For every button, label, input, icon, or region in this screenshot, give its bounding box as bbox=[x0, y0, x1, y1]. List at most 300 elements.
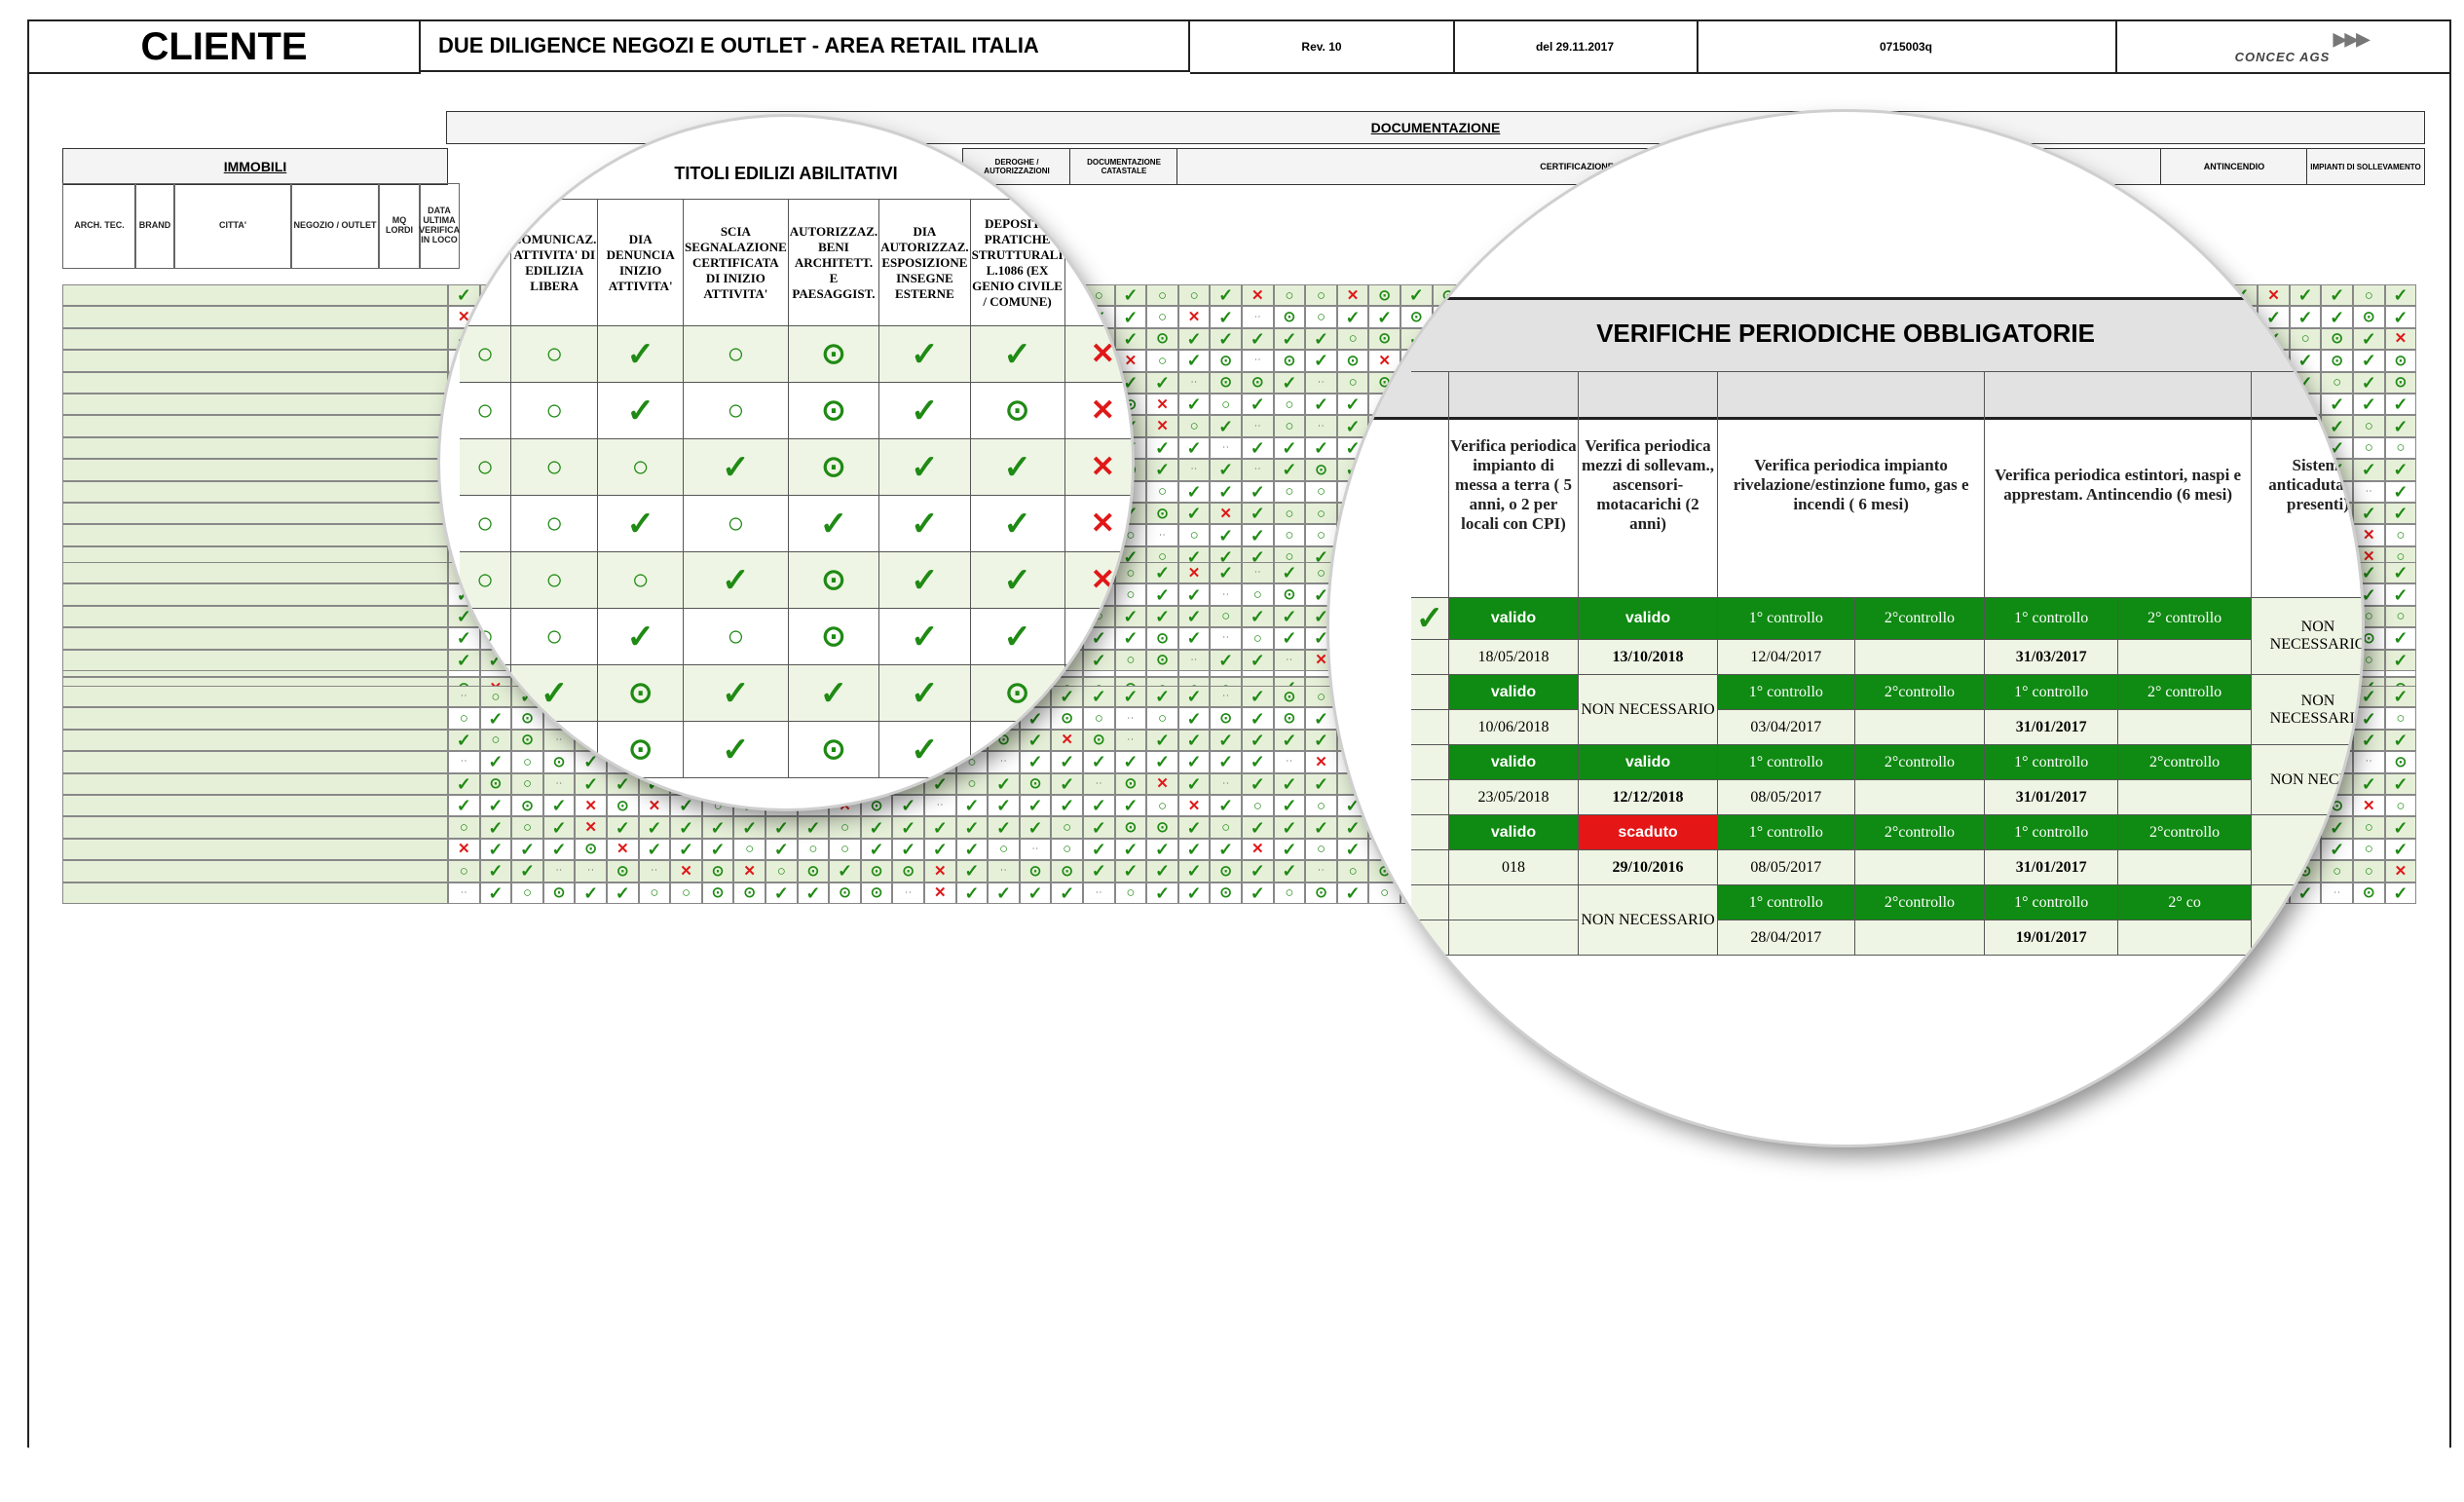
grid-cell bbox=[1146, 795, 1178, 816]
verifiche-edge-cell bbox=[1411, 780, 1449, 815]
cross-icon: ✕ bbox=[1315, 753, 1327, 770]
anticaduta-status: NON NECESSARIO bbox=[2252, 675, 2363, 745]
grid-cell bbox=[2385, 306, 2417, 327]
check-icon: ✓ bbox=[2330, 437, 2345, 458]
check-icon: ✓ bbox=[805, 817, 821, 838]
titoli-cell bbox=[1064, 383, 1132, 439]
grid-cell bbox=[1146, 437, 1178, 459]
check-icon: ✓ bbox=[1154, 687, 1171, 707]
grid-cell bbox=[1305, 707, 1337, 729]
cross-icon: ✕ bbox=[1156, 418, 1169, 435]
target-icon: ⊙ bbox=[1156, 505, 1169, 522]
titoli-cell bbox=[1064, 722, 1132, 778]
check-icon: ✓ bbox=[964, 839, 980, 859]
check-icon: ✓ bbox=[1154, 839, 1171, 859]
grid-cell bbox=[1178, 481, 1211, 503]
grid-cell bbox=[924, 882, 956, 904]
check-icon: ✓ bbox=[1313, 328, 1329, 349]
check-icon: ✓ bbox=[819, 674, 848, 712]
grid-cell bbox=[956, 882, 989, 904]
check-icon: ✓ bbox=[1186, 606, 1202, 626]
check-icon: ✓ bbox=[2393, 687, 2408, 707]
target-icon: ⊙ bbox=[1283, 710, 1296, 728]
row-info-cell bbox=[62, 882, 448, 904]
grid-cell bbox=[2385, 795, 2417, 816]
target-icon: ⊙ bbox=[1219, 374, 1232, 392]
tiny-note-icon: · · bbox=[1254, 314, 1261, 320]
titoli-cell bbox=[1064, 552, 1132, 609]
check-icon: ✓ bbox=[837, 861, 853, 882]
target-icon: ⊙ bbox=[711, 862, 725, 880]
row-info-cell bbox=[62, 773, 448, 795]
grid-cell bbox=[1242, 459, 1274, 480]
grid-cell bbox=[1178, 583, 1211, 605]
circle-icon: ○ bbox=[1316, 483, 1326, 501]
grid-cell bbox=[1337, 816, 1369, 838]
check-icon: ✓ bbox=[1282, 606, 1297, 626]
check-icon: ✓ bbox=[1154, 861, 1171, 882]
col-mq-lordi: MQ LORDI bbox=[378, 183, 421, 269]
titoli-cell bbox=[970, 439, 1064, 496]
grid-cell bbox=[575, 839, 607, 860]
tiny-note-icon: · · bbox=[1254, 570, 1261, 577]
titoli-cell bbox=[970, 609, 1064, 665]
grid-cell bbox=[1083, 860, 1115, 882]
rivelazione-empty bbox=[1854, 780, 1985, 815]
grid-cell bbox=[1274, 707, 1306, 729]
grid-cell bbox=[1242, 686, 1274, 707]
check-icon: ✓ bbox=[1313, 817, 1329, 838]
target-icon: ⊙ bbox=[1061, 862, 1073, 880]
check-icon: ✓ bbox=[2393, 650, 2408, 670]
grid-cell bbox=[1274, 306, 1306, 327]
cross-icon: ✕ bbox=[1315, 652, 1327, 669]
grid-cell bbox=[1337, 839, 1369, 860]
titoli-cell bbox=[970, 496, 1064, 552]
check-icon: ✓ bbox=[615, 882, 630, 903]
grid-cell bbox=[1274, 795, 1306, 816]
check-icon: ✓ bbox=[1027, 817, 1043, 838]
titoli-cell bbox=[788, 722, 878, 778]
col-arch-tec: ARCH. TEC. bbox=[62, 183, 136, 269]
tiny-note-icon: · · bbox=[1318, 423, 1325, 430]
target-icon: ⊙ bbox=[1124, 775, 1138, 793]
check-icon: ✓ bbox=[1060, 796, 1075, 816]
verifiche-edge-cell bbox=[1411, 640, 1449, 675]
row-info-cell bbox=[62, 839, 448, 860]
tiny-note-icon: · · bbox=[1159, 532, 1166, 539]
titoli-cell bbox=[1064, 496, 1132, 552]
col-negozio: NEGOZIO / OUTLET bbox=[290, 183, 380, 269]
titoli-cell bbox=[970, 665, 1064, 722]
check-icon: ✓ bbox=[2393, 882, 2408, 903]
grid-cell bbox=[1210, 328, 1242, 350]
grid-cell bbox=[1210, 372, 1242, 394]
check-icon: ✓ bbox=[1313, 351, 1329, 371]
grid-cell bbox=[1210, 284, 1242, 306]
grid-cell bbox=[2385, 707, 2417, 729]
check-icon: ✓ bbox=[2361, 372, 2376, 393]
check-icon: ✓ bbox=[710, 839, 726, 859]
grid-cell bbox=[575, 816, 607, 838]
cross-icon: ✕ bbox=[2394, 330, 2408, 348]
row-info-cell bbox=[62, 730, 448, 751]
grid-cell bbox=[607, 795, 639, 816]
check-icon: ✓ bbox=[583, 773, 599, 794]
titoli-cell bbox=[788, 609, 878, 665]
grid-cell bbox=[1337, 882, 1369, 904]
check-icon: ✓ bbox=[1091, 796, 1106, 816]
check-icon: ✓ bbox=[1027, 796, 1043, 816]
grid-cell bbox=[861, 882, 893, 904]
grid-cell bbox=[1274, 503, 1306, 524]
check-icon: ✓ bbox=[647, 773, 662, 794]
circle-icon: ○ bbox=[1157, 352, 1168, 369]
rivelazione-empty bbox=[1854, 920, 1985, 956]
grid-cell bbox=[1242, 284, 1274, 306]
grid-cell bbox=[1178, 773, 1211, 795]
titoli-cell bbox=[1064, 609, 1132, 665]
target-icon: ⊙ bbox=[616, 862, 629, 880]
grid-cell bbox=[1178, 751, 1211, 772]
circle-icon: ○ bbox=[1316, 797, 1326, 814]
row-info-cell bbox=[62, 562, 448, 583]
verifiche-edge-cell bbox=[1411, 815, 1449, 850]
circle-icon: ○ bbox=[1221, 608, 1231, 625]
estintori-empty bbox=[2118, 850, 2252, 885]
titoli-cell bbox=[788, 326, 878, 383]
grid-cell bbox=[1178, 372, 1211, 394]
grid-cell bbox=[1210, 773, 1242, 795]
check-icon: ✓ bbox=[1313, 628, 1329, 649]
check-icon: ✓ bbox=[1186, 773, 1202, 794]
check-icon: ✓ bbox=[911, 618, 939, 656]
grid-cell bbox=[1210, 394, 1242, 415]
grid-cell bbox=[1146, 328, 1178, 350]
check-icon: ✓ bbox=[1218, 328, 1234, 349]
check-icon: ✓ bbox=[1313, 394, 1329, 415]
cross-icon: ✕ bbox=[458, 841, 470, 858]
check-icon: ✓ bbox=[1218, 285, 1234, 306]
check-icon: ✓ bbox=[722, 674, 750, 712]
estintori-first-check: 1° controllo bbox=[1985, 675, 2118, 710]
tiny-note-icon: · · bbox=[1318, 379, 1325, 386]
tiny-note-icon: · · bbox=[2366, 759, 2372, 766]
immobili-header: IMMOBILI bbox=[62, 148, 448, 185]
grid-cell bbox=[829, 860, 861, 882]
titoli-cell bbox=[879, 383, 970, 439]
check-icon: ✓ bbox=[678, 839, 694, 859]
titoli-col-deposito: DEPOSITO PRATICHE STRUTTURALI L.1086 (EX GENIO CIVILE / COMUNE) bbox=[970, 200, 1064, 326]
check-icon: ✓ bbox=[1154, 882, 1171, 903]
row-info-cell bbox=[62, 627, 448, 649]
check-icon: ✓ bbox=[551, 817, 567, 838]
titoli-cell bbox=[788, 665, 878, 722]
grid-cell bbox=[1274, 606, 1306, 627]
grid-cell bbox=[639, 860, 671, 882]
check-icon: ✓ bbox=[2393, 773, 2408, 794]
estintori-date: 31/01/2017 bbox=[1985, 710, 2118, 745]
check-icon: ✓ bbox=[488, 796, 504, 816]
check-icon: ✓ bbox=[964, 882, 980, 903]
row-info-cell bbox=[62, 816, 448, 838]
target-icon: ⊙ bbox=[1156, 819, 1169, 837]
circle-icon: ○ bbox=[1221, 395, 1231, 413]
logo-text: CONCEC AGS bbox=[2234, 50, 2331, 64]
titoli-cell bbox=[684, 665, 789, 722]
grid-cell bbox=[798, 860, 830, 882]
cross-icon: ✕ bbox=[1090, 394, 1115, 427]
grid-cell bbox=[861, 860, 893, 882]
grid-cell bbox=[1178, 459, 1211, 480]
verifiche-date-row bbox=[1411, 920, 2362, 956]
check-icon: ✓ bbox=[2361, 584, 2376, 605]
magnifier-titoli-edilizi bbox=[440, 117, 1132, 808]
grid-cell bbox=[988, 839, 1020, 860]
target-icon: ⊙ bbox=[1283, 352, 1296, 369]
check-icon: ✓ bbox=[2393, 504, 2408, 524]
circle-icon: ○ bbox=[745, 841, 755, 858]
check-icon: ✓ bbox=[488, 861, 504, 882]
grid-cell bbox=[956, 860, 989, 882]
check-icon: ✓ bbox=[2393, 730, 2408, 750]
grid-cell bbox=[2385, 686, 2417, 707]
check-icon: ✓ bbox=[964, 796, 980, 816]
titoli-row bbox=[460, 439, 1132, 496]
check-icon: ✓ bbox=[1345, 460, 1361, 480]
estintori-date: 31/01/2017 bbox=[1985, 850, 2118, 885]
grid-cell bbox=[1305, 773, 1337, 795]
check-icon: ✓ bbox=[2297, 285, 2313, 306]
check-icon: ✓ bbox=[2393, 394, 2408, 415]
messa-terra-date: 23/05/2018 bbox=[1449, 780, 1579, 815]
grid-cell bbox=[1210, 816, 1242, 838]
check-icon: ✓ bbox=[1218, 307, 1234, 327]
grid-cell bbox=[1242, 839, 1274, 860]
circle-icon: ○ bbox=[776, 862, 786, 880]
target-icon: ⊙ bbox=[821, 564, 846, 596]
check-icon: ✓ bbox=[1091, 839, 1106, 859]
circle-icon: ○ bbox=[522, 775, 533, 793]
check-icon: ✓ bbox=[583, 882, 599, 903]
verifiche-edge-cell bbox=[1411, 598, 1449, 640]
cross-icon: ✕ bbox=[584, 819, 597, 837]
grid-cell bbox=[1178, 437, 1211, 459]
check-icon: ✓ bbox=[1282, 773, 1297, 794]
grid-cell bbox=[1178, 350, 1211, 371]
target-icon: ⊙ bbox=[821, 394, 846, 427]
grid-cell bbox=[2385, 751, 2417, 772]
circle-icon: ○ bbox=[545, 507, 564, 540]
titoli-cell bbox=[511, 665, 598, 722]
grid-cell bbox=[1146, 372, 1178, 394]
grid-cell bbox=[1146, 730, 1178, 751]
grid-cell bbox=[448, 795, 480, 816]
check-icon: ✓ bbox=[1218, 525, 1234, 545]
titoli-cell bbox=[511, 609, 598, 665]
circle-icon: ○ bbox=[1285, 505, 1294, 522]
check-icon: ✓ bbox=[2361, 328, 2376, 349]
check-icon: ✓ bbox=[1218, 460, 1234, 480]
grid-cell bbox=[2385, 350, 2417, 371]
grid-cell bbox=[639, 816, 671, 838]
grid-cell bbox=[2385, 372, 2417, 394]
grid-cell bbox=[702, 882, 734, 904]
check-icon: ✓ bbox=[911, 731, 939, 769]
target-icon: ⊙ bbox=[1315, 884, 1327, 902]
grid-cell bbox=[1146, 562, 1178, 583]
grid-cell bbox=[924, 839, 956, 860]
check-icon: ✓ bbox=[488, 839, 504, 859]
grid-cell bbox=[2385, 730, 2417, 751]
circle-icon: ○ bbox=[459, 862, 468, 880]
row-info-cell bbox=[62, 350, 448, 371]
tiny-note-icon: · · bbox=[1287, 657, 1292, 663]
check-icon: ✓ bbox=[1282, 372, 1297, 393]
grid-cell bbox=[892, 860, 924, 882]
titoli-cell bbox=[970, 552, 1064, 609]
grid-cell bbox=[1210, 882, 1242, 904]
grid-cell bbox=[480, 882, 512, 904]
grid-cell bbox=[1305, 882, 1337, 904]
grid-cell bbox=[480, 816, 512, 838]
titoli-cell bbox=[684, 439, 789, 496]
sollevamento-status: NON NECESSARIO bbox=[1579, 675, 1718, 745]
rivelazione-second-check: 2°controllo bbox=[1854, 885, 1985, 920]
circle-icon: ○ bbox=[1285, 418, 1294, 435]
check-icon: ✓ bbox=[911, 561, 939, 599]
grid-cell bbox=[543, 795, 576, 816]
row-info-cell bbox=[62, 415, 448, 436]
circle-icon: ○ bbox=[475, 394, 495, 427]
estintori-first-check: 1° controllo bbox=[1985, 885, 2118, 920]
check-icon: ✓ bbox=[1313, 546, 1329, 567]
titoli-cell bbox=[460, 665, 511, 722]
circle-icon: ○ bbox=[967, 775, 977, 793]
check-icon: ✓ bbox=[1186, 839, 1202, 859]
check-icon: ✓ bbox=[819, 505, 848, 543]
tiny-note-icon: · · bbox=[1287, 759, 1292, 766]
grid-cell bbox=[1274, 284, 1306, 306]
titoli-col-scia: SCIA SEGNALAZIONE CERTIFICATA DI INIZIO ATTIVITA' bbox=[684, 200, 789, 326]
cross-icon: ✕ bbox=[1156, 775, 1169, 793]
verifiche-col-edge bbox=[1411, 372, 1449, 598]
grid-cell bbox=[543, 860, 576, 882]
cross-icon: ✕ bbox=[1156, 395, 1169, 413]
grid-cell bbox=[607, 839, 639, 860]
row-info-cell bbox=[62, 372, 448, 394]
check-icon: ✓ bbox=[456, 773, 471, 794]
rivelazione-second-check: 2°controllo bbox=[1854, 598, 1985, 640]
circle-icon: ○ bbox=[1157, 548, 1168, 566]
rivelazione-first-check: 1° controllo bbox=[1718, 885, 1855, 920]
target-icon: ⊙ bbox=[821, 620, 846, 653]
circle-icon: ○ bbox=[1316, 286, 1326, 304]
check-icon: ✓ bbox=[1091, 817, 1106, 838]
grid-cell bbox=[639, 882, 671, 904]
check-icon: ✓ bbox=[1154, 730, 1171, 750]
target-icon: ⊙ bbox=[2363, 629, 2375, 647]
grid-cell bbox=[733, 816, 765, 838]
grid-cell bbox=[1146, 707, 1178, 729]
check-icon: ✓ bbox=[1218, 563, 1234, 583]
grid-cell bbox=[1242, 306, 1274, 327]
check-icon: ✓ bbox=[722, 448, 750, 486]
check-icon: ✓ bbox=[911, 674, 939, 712]
titoli-col-dia: DIA DENUNCIA INIZIO ATTIVITA' bbox=[598, 200, 684, 326]
tiny-note-icon: · · bbox=[1318, 868, 1325, 875]
target-icon: ⊙ bbox=[902, 862, 915, 880]
cross-icon: ✕ bbox=[1219, 505, 1232, 522]
grid-cell bbox=[670, 882, 702, 904]
circle-icon: ○ bbox=[808, 841, 818, 858]
grid-cell bbox=[1242, 627, 1274, 649]
cross-icon: ✕ bbox=[934, 884, 947, 902]
tiny-note-icon: · · bbox=[1222, 444, 1229, 451]
document-title: DUE DILIGENCE NEGOZI E OUTLET - AREA RETAIL ITALIA bbox=[419, 21, 1190, 72]
check-icon: ✓ bbox=[1250, 773, 1265, 794]
check-icon: ✓ bbox=[1060, 882, 1075, 903]
grid-cell bbox=[1178, 860, 1211, 882]
grid-cell bbox=[1242, 751, 1274, 772]
company-logo bbox=[2115, 21, 2449, 74]
target-icon: ⊙ bbox=[628, 733, 653, 766]
target-icon: ⊙ bbox=[616, 797, 629, 814]
verifiche-date-row bbox=[1411, 850, 2362, 885]
rivelazione-date: 08/05/2017 bbox=[1718, 780, 1855, 815]
grid-cell bbox=[1210, 795, 1242, 816]
circle-icon: ○ bbox=[2364, 608, 2373, 625]
titoli-row bbox=[460, 609, 1132, 665]
titoli-cell bbox=[879, 665, 970, 722]
grid-cell bbox=[1178, 503, 1211, 524]
estintori-empty bbox=[2118, 920, 2252, 956]
catastale-header: DOCUMENTAZIONE CATASTALE bbox=[1069, 148, 1178, 185]
grid-cell bbox=[1242, 394, 1274, 415]
check-icon: ✓ bbox=[2393, 416, 2408, 436]
check-icon: ✓ bbox=[1218, 752, 1234, 772]
target-icon: ⊙ bbox=[821, 733, 846, 766]
check-icon: ✓ bbox=[1345, 882, 1361, 903]
grid-cell bbox=[1274, 860, 1306, 882]
check-icon: ✓ bbox=[647, 839, 662, 859]
titoli-cell bbox=[684, 552, 789, 609]
target-icon: ⊙ bbox=[1378, 286, 1391, 304]
grid-cell bbox=[1274, 481, 1306, 503]
grid-cell bbox=[2385, 284, 2417, 306]
grid-cell bbox=[829, 816, 861, 838]
grid-cell bbox=[702, 860, 734, 882]
row-info-cell bbox=[62, 860, 448, 882]
grid-cell bbox=[1020, 839, 1052, 860]
estintori-second-check: 2° controllo bbox=[2118, 675, 2252, 710]
check-icon: ✓ bbox=[1282, 861, 1297, 882]
circle-icon: ○ bbox=[727, 337, 745, 370]
check-icon: ✓ bbox=[1186, 730, 1202, 750]
grid-cell bbox=[1274, 524, 1306, 545]
estintori-date: 31/03/2017 bbox=[1985, 640, 2118, 675]
grid-cell bbox=[765, 816, 798, 838]
circle-icon: ○ bbox=[1285, 395, 1294, 413]
row-info-cell bbox=[62, 306, 448, 327]
check-icon: ✓ bbox=[551, 796, 567, 816]
check-icon: ✓ bbox=[1154, 563, 1171, 583]
circle-icon: ○ bbox=[727, 394, 745, 427]
titoli-cell bbox=[788, 383, 878, 439]
check-icon: ✓ bbox=[647, 817, 662, 838]
check-icon: ✓ bbox=[1345, 817, 1361, 838]
titoli-cell bbox=[788, 496, 878, 552]
